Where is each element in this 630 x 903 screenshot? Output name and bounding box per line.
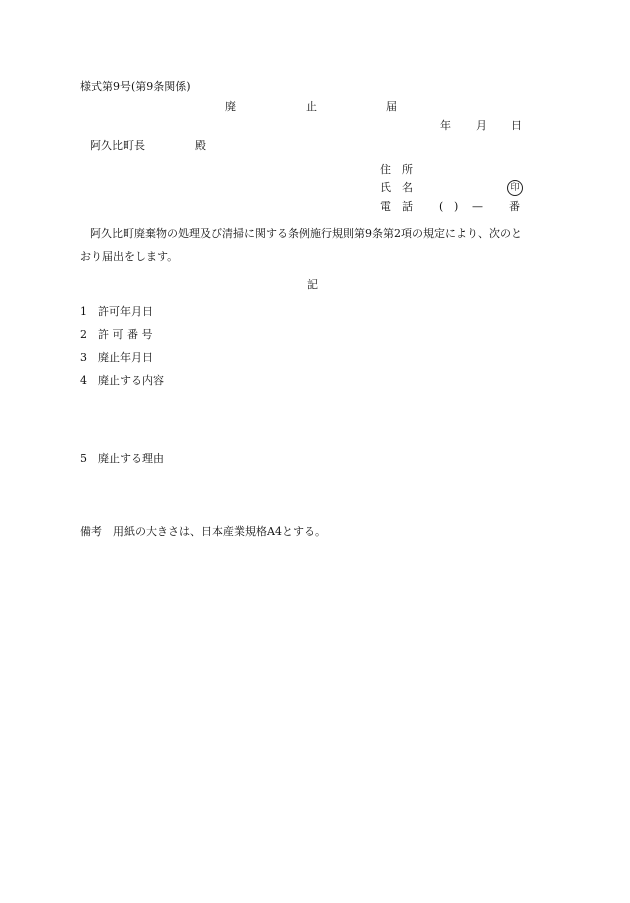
item-4-label: 廃止する内容 [98, 374, 164, 387]
body-line-2: おり届出をします。 [80, 250, 179, 263]
addressee: 阿久比町長 [90, 139, 145, 152]
item-1-number: 1 [80, 305, 87, 318]
phone-dash: — [472, 200, 483, 213]
item-5-label: 廃止する理由 [98, 452, 164, 465]
item-3-number: 3 [80, 351, 87, 364]
phone-open-paren: ( [439, 200, 444, 213]
title-char-1: 廃 [225, 100, 236, 113]
phone-ban: 番 [509, 200, 520, 213]
item-2-number: 2 [80, 328, 87, 341]
remarks-note: 備考 用紙の大きさは、日本産業規格A4とする。 [80, 525, 326, 538]
date-month: 月 [476, 119, 487, 132]
item-2-label: 許 可 番 号 [98, 328, 153, 341]
date-year: 年 [440, 119, 451, 132]
form-number: 様式第9号(第9条関係) [80, 80, 191, 93]
body-line-1: 阿久比町廃棄物の処理及び清掃に関する条例施行規則第9条第2項の規定により、次のと [90, 227, 522, 240]
date-day: 日 [511, 119, 522, 132]
phone-label: 電 話 [380, 200, 413, 213]
name-label: 氏 名 [380, 181, 413, 194]
item-4-number: 4 [80, 374, 87, 387]
item-1-label: 許可年月日 [98, 305, 153, 318]
seal-mark: 印 [507, 180, 523, 196]
title-char-2: 止 [306, 100, 317, 113]
ki-heading: 記 [307, 278, 318, 291]
title-char-3: 届 [386, 100, 397, 113]
address-label: 住 所 [380, 163, 413, 176]
item-5-number: 5 [80, 452, 87, 465]
honorific: 殿 [195, 139, 206, 152]
item-3-label: 廃止年月日 [98, 351, 153, 364]
phone-close-paren: ) [454, 200, 459, 213]
